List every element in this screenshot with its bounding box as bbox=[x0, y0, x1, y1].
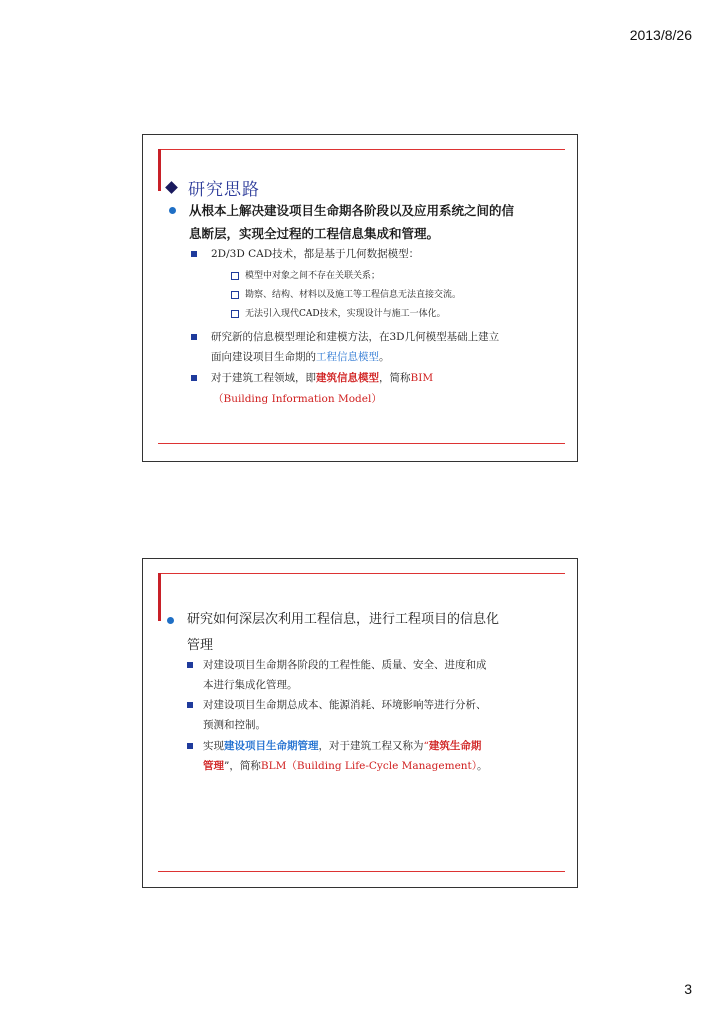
bullet-level3 bbox=[231, 269, 380, 284]
diamond-bullet-icon bbox=[165, 181, 178, 194]
slide-title: 研究思路 bbox=[188, 180, 260, 200]
hollow-square-bullet-icon bbox=[231, 291, 239, 299]
slide-bottom-divider bbox=[158, 871, 565, 872]
bullet-text: 。 bbox=[477, 760, 488, 772]
bullet-text-line: 研究新的信息模型理论和建模方法，在3D几何模型基础上建立 bbox=[211, 331, 500, 343]
bullet-text-line: 从根本上解决建设项目生命期各阶段以及应用系统之间的信 bbox=[189, 203, 515, 218]
highlight-term: 管理 bbox=[203, 760, 224, 772]
bullet-text-line: 预测和控制。 bbox=[203, 719, 266, 731]
square-bullet-icon bbox=[191, 251, 197, 257]
slide-research-approach bbox=[142, 134, 578, 462]
bullet-text: 面向建设项目生命期的 bbox=[211, 351, 316, 363]
acronym-expansion: （Building Information Model） bbox=[213, 393, 382, 405]
bullet-level2 bbox=[187, 695, 583, 735]
hollow-square-bullet-icon bbox=[231, 310, 239, 318]
slide-accent-bar bbox=[158, 573, 161, 621]
bullet-text: ，简称 bbox=[379, 372, 411, 384]
slide-top-divider bbox=[158, 149, 565, 150]
bullet-text: 2D/3D CAD技术，都是基于几何数据模型： bbox=[211, 248, 420, 260]
bullet-text-line: 对建设项目生命期总成本、能源消耗、环境影响等进行分析、 bbox=[203, 699, 487, 711]
bullet-level1 bbox=[167, 607, 582, 659]
square-bullet-icon bbox=[187, 662, 193, 668]
bullet-text: ，对于建筑工程又称为 bbox=[318, 740, 424, 752]
square-bullet-icon bbox=[191, 375, 197, 381]
circle-bullet-icon bbox=[169, 207, 176, 214]
bullet-text: 对于建筑工程领域，即 bbox=[211, 372, 316, 384]
bullet-level2 bbox=[187, 736, 583, 776]
bullet-level3 bbox=[231, 307, 446, 322]
bullet-text-line: 本进行集成化管理。 bbox=[203, 679, 298, 691]
bullet-text: 无法引入现代CAD技术，实现设计与施工一体化。 bbox=[245, 309, 446, 319]
square-bullet-icon bbox=[191, 334, 197, 340]
bullet-level2 bbox=[191, 327, 591, 367]
bullet-text-line: 管理 bbox=[187, 638, 214, 653]
bullet-level3 bbox=[231, 288, 461, 303]
bullet-text: 勘察、结构、材料以及施工等工程信息无法直接交流。 bbox=[245, 290, 462, 300]
acronym: BIM bbox=[410, 372, 434, 384]
highlight-term: 建筑生命期 bbox=[428, 740, 482, 752]
slide-info-management bbox=[142, 558, 578, 888]
square-bullet-icon bbox=[187, 743, 193, 749]
bullet-text: 。 bbox=[379, 351, 390, 363]
page-number: 3 bbox=[684, 981, 692, 997]
slide-accent-bar bbox=[158, 149, 161, 191]
bullet-text-line: 息断层，实现全过程的工程信息集成和管理。 bbox=[189, 226, 440, 241]
quote-mark: “ bbox=[423, 740, 429, 752]
slide-top-divider bbox=[158, 573, 565, 574]
bullet-text-line: 研究如何深层次利用工程信息，进行工程项目的信息化 bbox=[187, 612, 500, 627]
slide-bottom-divider bbox=[158, 443, 565, 444]
bullet-level2 bbox=[187, 655, 583, 695]
bullet-text: 实现 bbox=[203, 740, 224, 752]
quote-mark: ” bbox=[224, 760, 230, 772]
bullet-text-line: 对建设项目生命期各阶段的工程性能、质量、安全、进度和成 bbox=[203, 659, 487, 671]
bullet-level1 bbox=[169, 199, 584, 245]
highlight-term: 建设项目生命期管理 bbox=[224, 740, 319, 752]
bullet-level2 bbox=[191, 368, 591, 388]
bullet-text: 模型中对象之间不存在关联关系； bbox=[245, 271, 381, 281]
highlight-term: 建筑信息模型 bbox=[316, 372, 379, 384]
circle-bullet-icon bbox=[167, 617, 174, 624]
bullet-continuation bbox=[195, 389, 382, 409]
bullet-text: ，简称 bbox=[229, 760, 261, 772]
bullet-level2 bbox=[191, 244, 419, 264]
highlight-term: 工程信息模型 bbox=[316, 351, 379, 363]
slide-title-row bbox=[167, 175, 260, 200]
square-bullet-icon bbox=[187, 702, 193, 708]
header-date: 2013/8/26 bbox=[629, 27, 692, 43]
acronym: BLM（Building Life-Cycle Management） bbox=[260, 760, 478, 772]
hollow-square-bullet-icon bbox=[231, 272, 239, 280]
